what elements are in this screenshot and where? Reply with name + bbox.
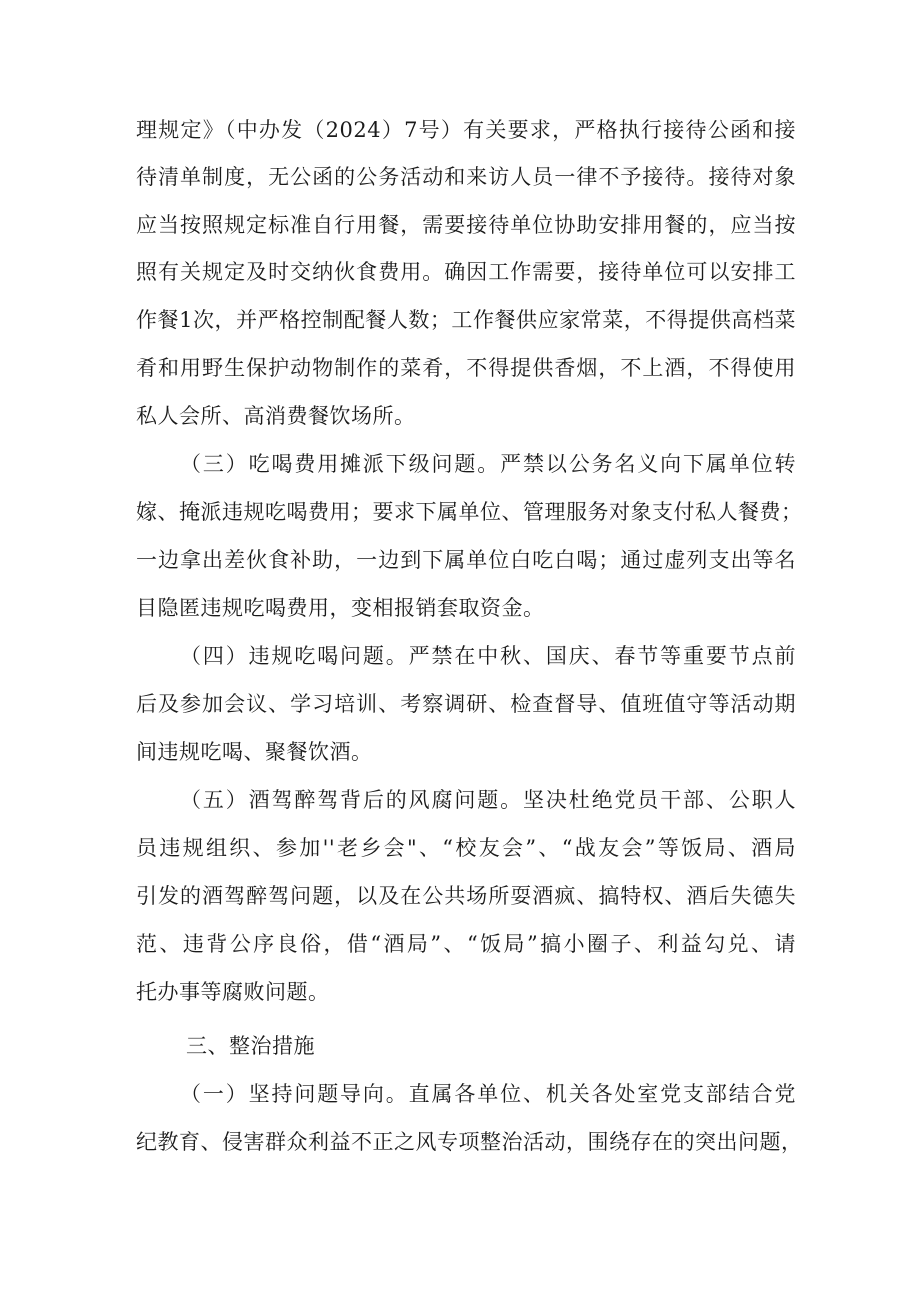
body-text-line: 纪教育、侵害群众利益不正之风专项整治活动，围绕存在的突出问题， [136, 1130, 803, 1154]
paragraph-heading-line: （五）酒驾醉驾背后的风腐问题。坚决杜绝党员干部、公职人 [180, 788, 796, 812]
body-text-line: 目隐匿违规吃喝费用，变相报销套取资金。 [136, 596, 545, 620]
paragraph-heading-line: （四）违规吃喝问题。严禁在中秋、国庆、春节等重要节点前 [180, 644, 796, 668]
body-text-line: 作餐1次，并严格控制配餐人数；工作餐供应家常菜，不得提供高档菜 [136, 308, 796, 332]
body-text-line: 嫁、掩派违规吃喝费用；要求下属单位、管理服务对象支付私人餐费； [136, 500, 803, 524]
paragraph-heading-line: （三）吃喝费用摊派下级问题。严禁以公务名义向下属单位转 [180, 452, 796, 476]
paragraph-heading-line: （一）坚持问题导向。直属各单位、机关各处室党支部结合党 [180, 1082, 796, 1106]
body-text-line: 肴和用野生保护动物制作的菜肴，不得提供香烟，不上酒，不得使用 [136, 356, 796, 380]
body-text-line: 托办事等腐败问题。 [136, 980, 330, 1004]
body-text-line: 照有关规定及时交纳伙食费用。确因工作需要，接待单位可以安排工 [136, 260, 796, 284]
body-text-line: 待清单制度，无公函的公务活动和来访人员一律不予接待。接待对象 [136, 165, 796, 189]
section-heading: 三、整治措施 [186, 1034, 315, 1058]
body-text-line: 后及参加会议、学习培训、考察调研、检查督导、值班值守等活动期 [136, 692, 796, 716]
body-text-line: 间违规吃喝、聚餐饮酒。 [136, 740, 373, 764]
body-text-line: 私人会所、高消费餐饮场所。 [136, 404, 416, 428]
body-text-line: 一边拿出差伙食补助，一边到下属单位白吃白喝；通过虚列支出等名 [136, 548, 796, 572]
body-text-line: 理规定》（中办发（2024）7号）有关要求，严格执行接待公函和接 [136, 118, 796, 142]
body-text-line: 员违规组织、参加''老乡会"、“校友会”、“战友会”等饭局、酒局 [136, 836, 796, 860]
body-text-line: 引发的酒驾醉驾问题，以及在公共场所耍酒疯、搞特权、酒后失德失 [136, 884, 796, 908]
body-text-line: 范、违背公序良俗，借“酒局”、“饭局”搞小圈子、利益勾兑、请 [136, 932, 796, 956]
body-text-line: 应当按照规定标准自行用餐，需要接待单位协助安排用餐的，应当按 [136, 213, 796, 237]
